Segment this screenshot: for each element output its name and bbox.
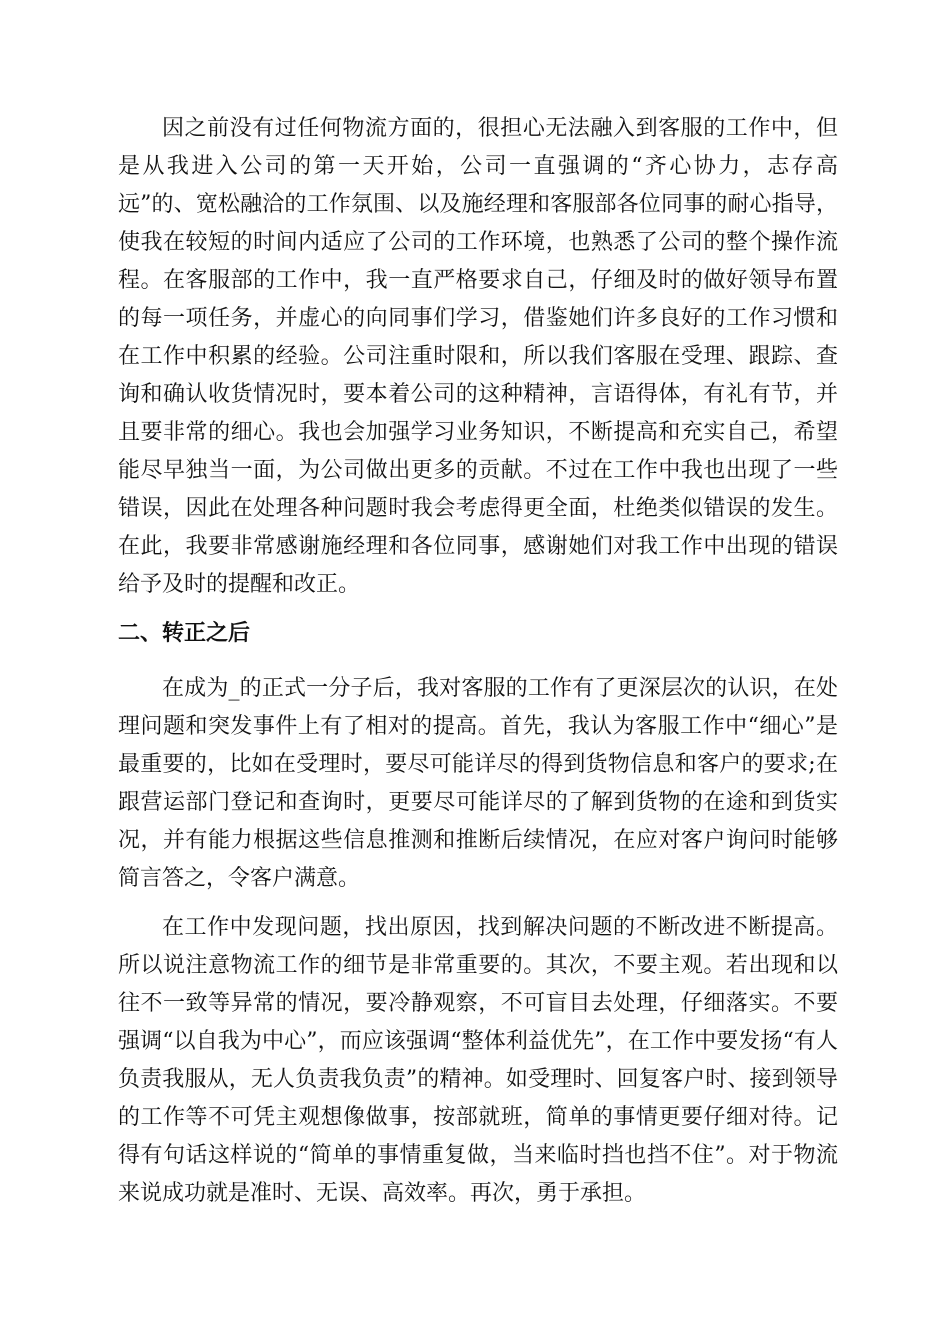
section-heading: 二、转正之后 bbox=[118, 621, 251, 646]
document-page bbox=[118, 110, 838, 1213]
paragraph-3: 在工作中发现问题，找出原因，找到解决问题的不断改进不断提高。所以说注意物流工作的细节是非常重要的。其次，不要主观。若出现和以往不一致等异常的情况，要冷静观察，不可盲目去处理，仔细落实。不要强调“以自我为中心”，而应该强调“整体利益优先”，在工作中要发扬“有人负责我服从，无人负责我负责”的精神。如受理时、回复客户时、接到领导的工作等不可凭主观想像做事，按部就班，简单的事情更要仔细对待。记得有句话这样说的“简单的事情重复做，当来临时挡也挡不住”。对于物流来说成功就是准时、无误、高效率。再次，勇于承担。 bbox=[118, 915, 838, 1206]
paragraph-1: 因之前没有过任何物流方面的，很担心无法融入到客服的工作中，但是从我进入公司的第一天开始，公司一直强调的“齐心协力，志存高远”的、宽松融洽的工作氛围、以及施经理和客服部各位同事的耐心指导，使我在较短的时间内适应了公司的工作环境，也熟悉了公司的整个操作流程。在客服部的工作中，我一直严格要求自己，仔细及时的做好领导布置的每一项任务，并虚心的向同事们学习，借鉴她们许多良好的工作习惯和在工作中积累的经验。公司注重时限和，所以我们客服在受理、跟踪、查询和确认收货情况时，要本着公司的这种精神，言语得体，有礼有节，并且要非常的细心。我也会加强学习业务知识，不断提高和充实自己，希望能尽早独当一面，为公司做出更多的贡献。不过在工作中我也出现了一些错误，因此在处理各种问题时我会考虑得更全面，杜绝类似错误的发生。在此，我要非常感谢施经理和各位同事，感谢她们对我工作中出现的错误给予及时的提醒和改正。 bbox=[118, 116, 838, 597]
paragraph-2: 在成为_的正式一分子后，我对客服的工作有了更深层次的认识，在处理问题和突发事件上有了相对的提高。首先，我认为客服工作中“细心”是最重要的，比如在受理时，要尽可能详尽的得到货物信息和客户的要求;在跟营运部门登记和查询时，更要尽可能详尽的了解到货物的在途和到货实况，并有能力根据这些信息推测和推断后续情况，在应对客户询问时能够简言答之，令客户满意。 bbox=[118, 676, 838, 891]
